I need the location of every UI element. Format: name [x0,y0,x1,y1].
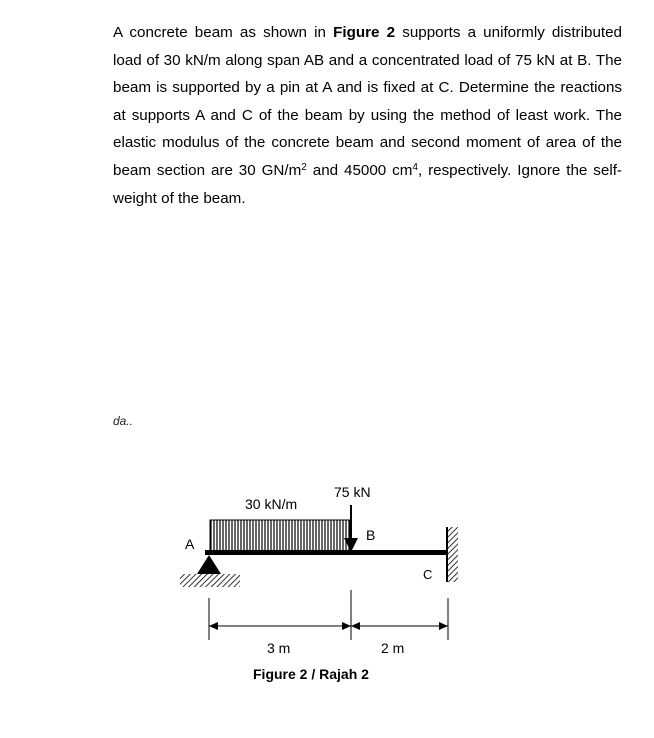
superscript-4: 4 [412,161,418,173]
dimension-lines [209,590,448,640]
problem-text-part3: and 45000 cm [306,161,413,179]
udl-label: 30 kN/m [245,496,298,512]
figure-caption: Figure 2 / Rajah 2 [253,666,369,682]
dimension-ab: 3 m [267,640,291,656]
problem-text-part2: supports a uniformly distributed load of 30 kN/m along span AB and a concentrated load of 75 kN at B. The beam is supported by a pin at A and is fixed at C. Determine the reactions at supports A and C of the beam by using the method of least work. The elastic modulus of the concrete beam and second moment of area of the beam section are 30 GN/m [113,24,622,179]
handwritten-note: da.. [113,414,134,428]
label-a: A [185,536,195,552]
ground-hatch [180,574,240,587]
figure-reference: Figure 2 [333,24,396,41]
problem-text-part1: A concrete beam as shown in [113,24,334,41]
pin-support [197,555,221,574]
label-b: B [366,527,376,543]
dimension-bc: 2 m [381,640,405,656]
superscript-2: 2 [301,161,307,173]
problem-text-part4: , respectively. Ignore the self-weight of the beam. [113,161,622,207]
point-load-label: 75 kN [334,484,371,500]
udl-load-block [210,520,350,552]
beam [205,550,448,555]
fixed-support-hatch [448,527,458,582]
label-c: C [423,567,433,582]
